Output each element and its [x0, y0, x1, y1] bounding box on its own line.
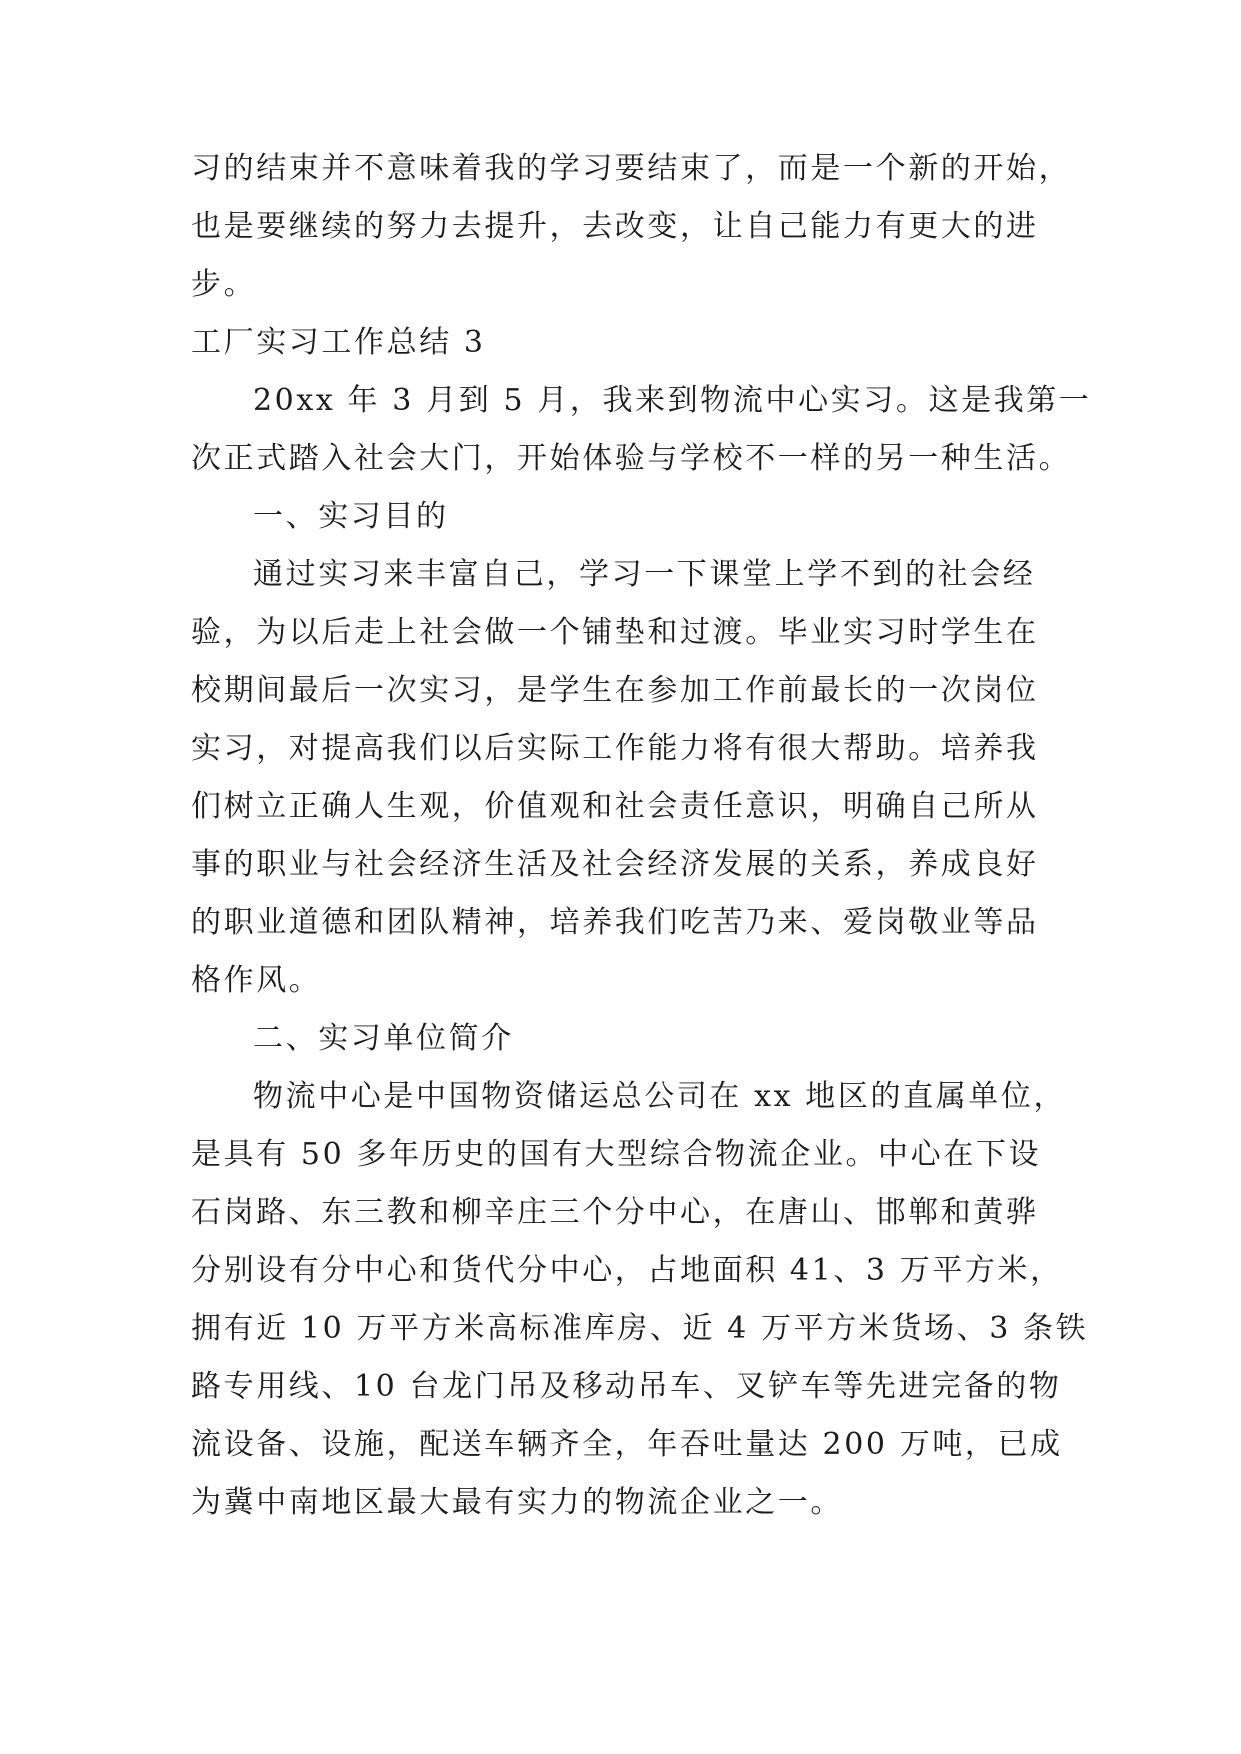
body-text-line: 事的职业与社会经济生活及社会经济发展的关系，养成良好 — [191, 847, 1039, 882]
body-text-line: 的职业道德和团队精神，培养我们吃苦乃来、爱岗敬业等品 — [191, 905, 1039, 940]
body-text-line: 也是要继续的努力去提升，去改变，让自己能力有更大的进 — [191, 209, 1039, 244]
body-text-line: 20xx 年 3 月到 5 月，我来到物流中心实习。这是我第一 — [253, 383, 1092, 418]
body-text-line: 路专用线、10 台龙门吊及移动吊车、叉铲车等先进完备的物 — [191, 1369, 1062, 1404]
body-text-line: 流设备、设施，配送车辆齐全，年吞吐量达 200 万吨，已成 — [191, 1427, 1063, 1462]
body-text-line: 校期间最后一次实习，是学生在参加工作前最长的一次岗位 — [191, 673, 1039, 708]
subsection-heading: 二、实习单位简介 — [253, 1021, 514, 1056]
body-text-line: 验，为以后走上社会做一个铺垫和过渡。毕业实习时学生在 — [191, 615, 1039, 650]
section-title: 工厂实习工作总结 3 — [191, 325, 486, 360]
body-text-line: 们树立正确人生观，价值观和社会责任意识，明确自己所从 — [191, 789, 1039, 824]
subsection-heading: 一、实习目的 — [253, 499, 449, 534]
body-text-line: 通过实习来丰富自己，学习一下课堂上学不到的社会经 — [253, 557, 1036, 592]
body-text-line: 步。 — [191, 267, 257, 302]
body-text-line: 格作风。 — [191, 963, 322, 998]
body-text-line: 分别设有分中心和货代分中心，占地面积 41、3 万平方米， — [191, 1253, 1063, 1288]
body-text-line: 为冀中南地区最大最有实力的物流企业之一。 — [191, 1485, 843, 1520]
body-text-line: 习的结束并不意味着我的学习要结束了，而是一个新的开始， — [191, 151, 1072, 186]
body-text-line: 实习，对提高我们以后实际工作能力将有很大帮助。培养我 — [191, 731, 1039, 766]
body-text-line: 石岗路、东三教和柳辛庄三个分中心，在唐山、邯郸和黄骅 — [191, 1195, 1039, 1230]
body-text-line: 次正式踏入社会大门，开始体验与学校不一样的另一种生活。 — [191, 441, 1072, 476]
body-text-line: 拥有近 10 万平方米高标准库房、近 4 万平方米货场、3 条铁 — [191, 1311, 1089, 1346]
body-text-line: 是具有 50 多年历史的国有大型综合物流企业。中心在下设 — [191, 1137, 1042, 1172]
body-text-line: 物流中心是中国物资储运总公司在 xx 地区的直属单位， — [253, 1079, 1067, 1114]
